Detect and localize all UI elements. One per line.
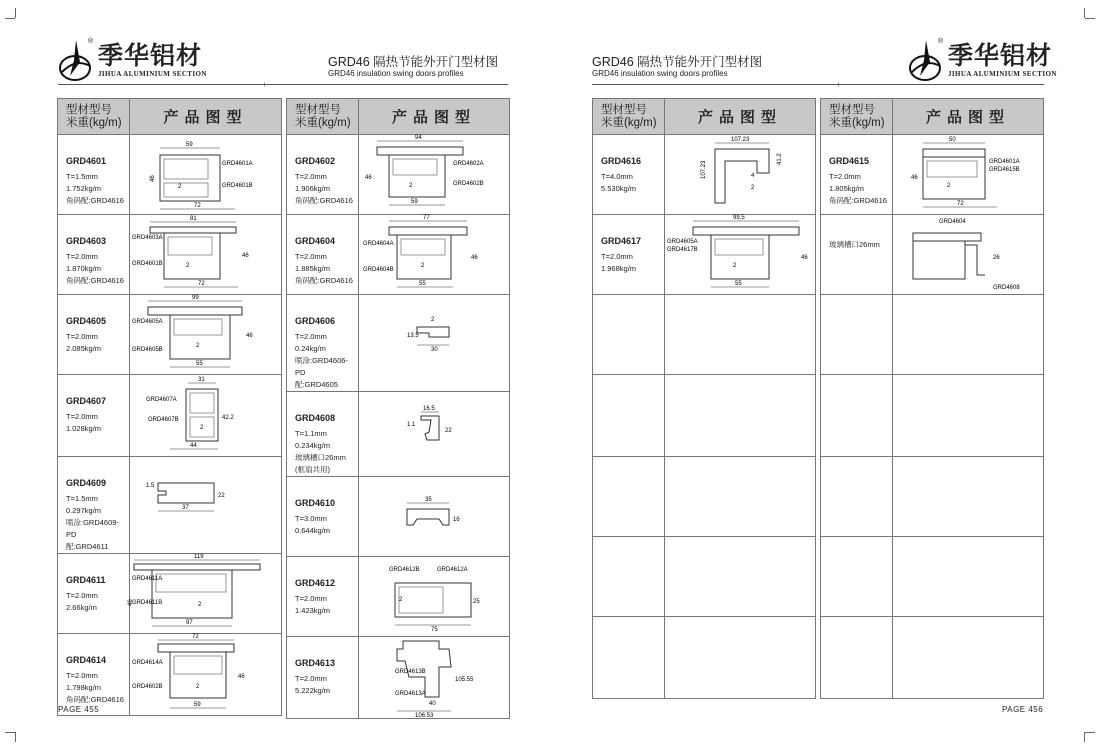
table-row — [58, 215, 282, 295]
model-code: GRD4611 — [66, 575, 106, 585]
page-title — [328, 52, 498, 78]
dimension-label: 22 — [218, 493, 225, 499]
profile-drawing — [893, 215, 1044, 295]
dimension-label: 35 — [425, 497, 432, 503]
table-row — [58, 135, 282, 215]
registered-mark: ® — [88, 38, 94, 45]
spec-line: T=1.1mm — [295, 429, 327, 438]
crop-mark — [15, 8, 16, 18]
dimension-label: 2 — [198, 602, 202, 608]
dimension-label: 55 — [735, 281, 742, 287]
page-title-en: GRD46 insulation swing doors profiles — [328, 69, 464, 78]
spec-line: 1.968kg/m — [601, 264, 637, 273]
dimension-label: 46 — [801, 255, 808, 261]
spec-line: 2.085kg/m — [66, 344, 102, 353]
spec-line: 1.805kg/m — [829, 184, 865, 193]
header-weight: 米重(kg/m) — [66, 116, 122, 129]
header-rule — [58, 84, 508, 85]
spec-line: T=2.0mm — [829, 172, 861, 181]
crop-mark — [5, 732, 15, 733]
spec-line: 配:GRD4611 — [66, 542, 109, 551]
spec-line: 1.906kg/m — [295, 184, 331, 193]
dimension-label: 16 — [453, 517, 460, 523]
spec-line: T=2.0mm — [66, 252, 98, 261]
table-row — [821, 215, 1044, 295]
dimension-label: 46 — [246, 333, 253, 339]
table-row — [287, 557, 510, 637]
model-code: GRD4605 — [66, 316, 107, 326]
spec-line: 1.752kg/m — [66, 184, 102, 193]
dimension-label: 16.5 — [423, 406, 435, 412]
part-label: GRD4602B — [132, 684, 163, 690]
dimension-label: 107.23 — [731, 137, 750, 143]
rule-ornament: + — [836, 80, 841, 89]
crop-mark — [1084, 8, 1085, 18]
table-row — [593, 295, 816, 375]
spec-line: T=2.0mm — [295, 332, 327, 341]
part-label: GRD4604B — [363, 267, 394, 273]
dimension-label: 59 — [194, 702, 201, 708]
dimension-label: 97 — [186, 620, 193, 626]
brand-name-en: JIHUA ALUMINIUM SECTION — [948, 70, 1057, 78]
model-code: GRD4606 — [295, 316, 336, 326]
dimension-label: 55 — [419, 281, 426, 287]
dimension-label: 72 — [198, 281, 205, 287]
spec-line: 角码配:GRD4616 — [66, 276, 124, 285]
profile-drawing — [130, 375, 282, 457]
spec-line: 角码配:GRD4616 — [295, 196, 353, 205]
table-row — [287, 215, 510, 295]
crop-mark — [1085, 18, 1095, 19]
spec-line: 5.222kg/m — [295, 686, 331, 695]
dimension-label: 46 — [128, 599, 134, 606]
dimension-label: 99 — [192, 295, 199, 301]
spec-line: 0.234kg/m — [295, 441, 331, 450]
profile-drawing — [665, 215, 816, 295]
dimension-label: 42.2 — [222, 415, 234, 421]
model-code: GRD4608 — [295, 413, 336, 423]
part-label: GRD4602A — [453, 161, 484, 167]
page-number: PAGE 455 — [58, 705, 100, 714]
header-rule — [592, 84, 1044, 85]
dimension-label: 1.1 — [407, 422, 416, 428]
profile-table-left-2 — [286, 98, 510, 719]
model-code: GRD4617 — [601, 236, 642, 246]
spec-line: T=2.0mm — [66, 671, 98, 680]
model-code: GRD4604 — [295, 236, 336, 246]
dimension-label: 2 — [947, 183, 951, 189]
table-row — [593, 135, 816, 215]
header-product: 产品图型 — [130, 99, 282, 135]
crop-mark — [5, 18, 15, 19]
spec-line: T=2.0mm — [66, 332, 98, 341]
dimension-label: 2 — [431, 317, 435, 323]
table-row — [58, 634, 282, 716]
header-model: 型材型号 — [601, 103, 647, 116]
spec-line: T=1.5mm — [66, 494, 98, 503]
dimension-label: 99.5 — [733, 215, 745, 221]
spec-line: 0.297kg/m — [66, 506, 102, 515]
dimension-label: 2 — [196, 343, 200, 349]
part-label: GRD4602B — [453, 181, 484, 187]
dimension-label: 94 — [415, 135, 422, 141]
table-row — [593, 537, 816, 617]
dimension-label: 1.5 — [146, 483, 155, 489]
spec-line: 0.644kg/m — [295, 526, 331, 535]
part-label: GRD4607A — [146, 397, 177, 403]
dimension-label: 50 — [949, 137, 956, 143]
profile-table-right-2 — [820, 98, 1044, 699]
dimension-label: 46 — [242, 253, 249, 259]
brand-mark-icon — [908, 38, 944, 82]
table-row — [58, 375, 282, 457]
part-label: GRD4613B — [395, 669, 426, 675]
dimension-label: 105.55 — [455, 677, 474, 683]
model-code: GRD4614 — [66, 655, 107, 665]
spec-line: 0.24kg/m — [295, 344, 326, 353]
brand-name-en: JIHUA ALUMINIUM SECTION — [98, 70, 207, 78]
crop-mark — [1084, 732, 1085, 742]
table-row — [593, 457, 816, 537]
brand-name: 季华铝材 — [948, 41, 1053, 70]
header-product: 产品图型 — [893, 99, 1044, 135]
table-row — [287, 637, 510, 719]
part-label: GRD4613A — [395, 691, 426, 697]
model-code: GRD4616 — [601, 156, 642, 166]
table-row — [58, 457, 282, 554]
profile-drawing — [130, 135, 282, 215]
part-label: GRD4605B — [132, 347, 163, 353]
crop-mark — [1085, 732, 1095, 733]
spec-line: 1.423kg/m — [295, 606, 331, 615]
model-code: GRD4609 — [66, 478, 107, 488]
model-code: GRD4603 — [66, 236, 107, 246]
dimension-label: 30 — [431, 347, 438, 353]
table-row — [593, 215, 816, 295]
spec-line: T=2.0mm — [295, 252, 327, 261]
spec-line: 1.798kg/m — [66, 683, 102, 692]
spec-line: T=4.0mm — [601, 172, 633, 181]
profile-drawing — [359, 295, 510, 392]
part-label: GRD4611A — [132, 576, 163, 582]
table-row — [593, 375, 816, 457]
spec-line: 角码配:GRD4616 — [66, 695, 124, 704]
table-row — [287, 295, 510, 392]
profile-drawing — [359, 557, 510, 637]
brand-name: 季华铝材 — [98, 41, 203, 70]
dimension-label: 2 — [421, 263, 425, 269]
profile-drawing — [359, 215, 510, 295]
profile-table-left-1 — [57, 98, 282, 716]
spec-line: T=2.0mm — [601, 252, 633, 261]
dimension-label: 2 — [196, 684, 200, 690]
dimension-label: 2 — [200, 425, 204, 431]
model-code: GRD4610 — [295, 498, 336, 508]
dimension-label: 22 — [445, 428, 452, 434]
dimension-label: 46 — [365, 175, 372, 181]
part-label: GRD4617B — [667, 247, 698, 253]
dimension-label: 13.5 — [407, 333, 419, 339]
dimension-label: 81 — [190, 216, 197, 222]
dimension-label: 2 — [399, 597, 403, 603]
part-label: GRD4612B — [389, 567, 420, 573]
spec-line: 喷涂:GRD4606-PD — [295, 356, 348, 377]
part-label: GRD4604 — [939, 219, 966, 225]
dimension-label: 46 — [911, 175, 918, 181]
header-model: 型材型号 — [829, 103, 875, 116]
model-code: GRD4601 — [66, 156, 107, 166]
profile-drawing — [130, 634, 282, 716]
table-row — [287, 477, 510, 557]
part-label: GRD4608 — [993, 285, 1020, 291]
table-row — [58, 295, 282, 375]
dimension-label: 40 — [429, 701, 436, 707]
model-code: GRD4607 — [66, 396, 107, 406]
dimension-label: 46 — [471, 255, 478, 261]
part-label: GRD4615B — [989, 167, 1020, 173]
header-weight: 米重(kg/m) — [601, 116, 657, 129]
spec-line: 1.028kg/m — [66, 424, 102, 433]
spec-line: 角码配:GRD4616 — [66, 196, 124, 205]
spec-line: 角码配:GRD4616 — [295, 276, 353, 285]
spec-line: T=2.0mm — [66, 591, 98, 600]
spec-line: T=2.0mm — [66, 412, 98, 421]
spec-line: T=2.0mm — [295, 172, 327, 181]
dimension-label: 2 — [186, 263, 190, 269]
dimension-label: 59 — [186, 142, 193, 148]
table-row — [821, 135, 1044, 215]
profile-drawing — [130, 295, 282, 375]
table-row — [593, 617, 816, 699]
dimension-label: 119 — [194, 554, 204, 560]
profile-drawing — [130, 554, 282, 634]
page-title-cn: GRD46 隔热节能外开门型材图 — [592, 55, 763, 69]
table-row — [287, 392, 510, 477]
profile-drawing — [130, 457, 282, 554]
dimension-label: 59 — [411, 199, 418, 205]
rule-ornament: + — [262, 80, 267, 89]
table-row — [821, 457, 1044, 537]
page-title-cn: GRD46 隔热节能外开门型材图 — [328, 55, 499, 69]
part-label: GRD4601A — [222, 161, 253, 167]
dimension-label: 46 — [238, 674, 245, 680]
header-model: 型材型号 — [295, 103, 341, 116]
dimension-label: 72 — [192, 634, 199, 640]
profile-drawing — [359, 637, 510, 719]
part-label: GRD4603A — [132, 235, 163, 241]
spec-line: T=2.0mm — [295, 674, 327, 683]
model-code: GRD4613 — [295, 658, 336, 668]
part-label: GRD4604A — [363, 241, 394, 247]
spec-line: 5.530kg/m — [601, 184, 637, 193]
spec-line: 喷涂:GRD4609-PD — [66, 518, 119, 539]
model-code: GRD4612 — [295, 578, 336, 588]
dimension-label: 75 — [431, 627, 438, 633]
dimension-label: 107.23 — [701, 160, 707, 179]
spec-line: T=1.5mm — [66, 172, 98, 181]
part-label: GRD4612A — [437, 567, 468, 573]
header-weight: 米重(kg/m) — [295, 116, 351, 129]
profile-drawing — [359, 392, 510, 477]
dimension-label: 4 — [751, 173, 755, 179]
brand-mark-icon — [58, 38, 94, 82]
header-model: 型材型号 — [66, 103, 112, 116]
page-title-en: GRD46 insulation swing doors profiles — [592, 69, 728, 78]
part-label: GRD4601A — [989, 159, 1020, 165]
table-row — [287, 135, 510, 215]
dimension-label: 25 — [473, 599, 480, 605]
spec-line: 1.870kg/m — [66, 264, 102, 273]
spec-line: 2.66kg/m — [66, 603, 97, 612]
table-row — [821, 537, 1044, 617]
registered-mark: ® — [938, 38, 944, 45]
part-label: GRD4614A — [132, 660, 163, 666]
brand-logo — [58, 38, 207, 82]
spec-line: T=3.0mm — [295, 514, 327, 523]
dimension-label: 44 — [190, 443, 197, 449]
dimension-label: 55 — [196, 361, 203, 367]
dimension-label: 77 — [423, 215, 430, 221]
spec-line: 玻璃槽口26mm — [829, 240, 880, 249]
profile-drawing — [893, 135, 1044, 215]
profile-drawing — [359, 477, 510, 557]
dimension-label: 2 — [178, 184, 182, 190]
dimension-label: 26 — [993, 255, 1000, 261]
dimension-label: 46 — [150, 175, 156, 182]
part-label: GRD4611B — [132, 600, 163, 606]
table-row — [58, 554, 282, 634]
brand-logo — [908, 38, 1057, 82]
header-weight: 米重(kg/m) — [829, 116, 885, 129]
dimension-label: 2 — [751, 185, 755, 191]
model-code: GRD4615 — [829, 156, 870, 166]
part-label: GRD4605A — [667, 239, 698, 245]
part-label: GRD4601B — [132, 261, 163, 267]
header-product: 产品图型 — [359, 99, 510, 135]
part-label: GRD4607B — [148, 417, 179, 423]
dimension-label: 37 — [182, 505, 189, 511]
dimension-label: 106.53 — [415, 713, 434, 719]
table-row — [821, 295, 1044, 375]
spec-line: (框扇共用) — [295, 465, 330, 474]
dimension-label: 31 — [198, 377, 205, 383]
dimension-label: 2 — [733, 263, 737, 269]
profile-drawing — [359, 135, 510, 215]
crop-mark — [15, 732, 16, 742]
spec-line: T=2.0mm — [295, 594, 327, 603]
table-row — [821, 375, 1044, 457]
profile-table-right-1 — [592, 98, 816, 699]
spec-line: 1.885kg/m — [295, 264, 331, 273]
page-title — [592, 52, 762, 78]
part-label: GRD4601B — [222, 183, 253, 189]
page-number: PAGE 456 — [1002, 705, 1044, 714]
table-row — [821, 617, 1044, 699]
profile-drawing — [130, 215, 282, 295]
dimension-label: 2 — [409, 183, 413, 189]
spec-line: 配:GRD4605 — [295, 380, 338, 389]
header-product: 产品图型 — [665, 99, 816, 135]
part-label: GRD4605A — [132, 319, 163, 325]
profile-drawing — [665, 135, 816, 215]
spec-line: 角码配:GRD4616 — [829, 196, 887, 205]
dimension-label: 72 — [194, 203, 201, 209]
dimension-label: 41.2 — [777, 153, 783, 165]
model-code: GRD4602 — [295, 156, 336, 166]
right-page — [550, 0, 1100, 750]
dimension-label: 72 — [957, 201, 964, 207]
spec-line: 玻璃槽口26mm — [295, 453, 346, 462]
